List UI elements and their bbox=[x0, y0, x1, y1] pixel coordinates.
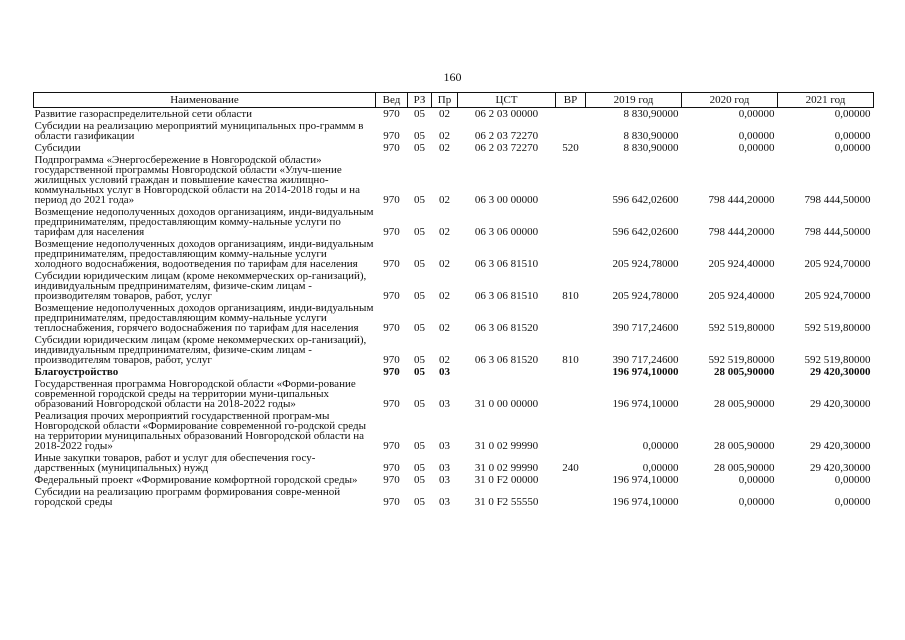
header-name: Наименование bbox=[34, 93, 376, 108]
table-row bbox=[34, 410, 874, 452]
cell-2020: 0,00000 bbox=[738, 496, 775, 508]
table-row bbox=[34, 238, 874, 270]
cell-name: Субсидии юридическим лицам (кроме некоммерческих ор-ганизаций), индивидуальным предпринимателям, физиче-ским лицам - производителям товаров, работ, услуг bbox=[34, 334, 367, 366]
page-number: 160 bbox=[443, 70, 462, 84]
header-2020: 2020 год bbox=[682, 93, 778, 108]
header-2021: 2021 год bbox=[778, 93, 874, 108]
cell-name: Развитие газораспределительной сети области bbox=[34, 108, 253, 120]
cell-ved: 970 bbox=[383, 462, 400, 474]
table-row bbox=[34, 120, 874, 142]
cell-2021: 592 519,80000 bbox=[804, 354, 871, 366]
cell-cst: 06 3 06 81510 bbox=[474, 290, 539, 302]
cell-vr bbox=[556, 474, 586, 486]
cell-rz: 05 bbox=[414, 496, 425, 508]
cell-pr: 03 bbox=[439, 440, 450, 452]
cell-ved: 970 bbox=[383, 258, 400, 270]
cell-2019: 8 830,90000 bbox=[623, 142, 679, 154]
cell-vr bbox=[556, 378, 586, 410]
cell-2019: 390 717,24600 bbox=[612, 354, 679, 366]
header-ved: Вед bbox=[376, 93, 408, 108]
cell-2020: 0,00000 bbox=[738, 474, 775, 486]
cell-name: Субсидии юридическим лицам (кроме некоммерческих ор-ганизаций), индивидуальным предпринимателям, физиче-ским лицам - производителям товаров, работ, услуг bbox=[34, 270, 367, 302]
cell-cst: 31 0 F2 00000 bbox=[474, 474, 539, 486]
cell-2021: 798 444,50000 bbox=[804, 194, 871, 206]
cell-cst: 06 3 06 81520 bbox=[474, 354, 539, 366]
cell-vr bbox=[556, 154, 586, 206]
cell-pr: 02 bbox=[439, 108, 450, 120]
cell-2020: 798 444,20000 bbox=[708, 226, 775, 238]
cell-cst: 31 0 02 99990 bbox=[474, 440, 539, 452]
table-row bbox=[34, 334, 874, 366]
header-rz: РЗ bbox=[408, 93, 432, 108]
table-row bbox=[34, 474, 874, 486]
cell-name: Возмещение недополученных доходов организациям, инди-видуальным предпринимателям, предоставляющим комму-нальные услуги по тарифам для населения bbox=[34, 206, 374, 238]
cell-rz: 05 bbox=[414, 194, 425, 206]
table-row bbox=[34, 142, 874, 154]
cell-vr: 810 bbox=[562, 290, 579, 302]
cell-rz: 05 bbox=[414, 226, 425, 238]
cell-vr: 520 bbox=[562, 142, 579, 154]
cell-2020: 0,00000 bbox=[738, 130, 775, 142]
cell-ved: 970 bbox=[383, 322, 400, 334]
cell-2021: 0,00000 bbox=[834, 474, 871, 486]
cell-name: Возмещение недополученных доходов организациям, инди-видуальным предпринимателям, предоставляющим комму-нальные услуги холодного водоснабжения, водоотведения по тарифам для населения bbox=[34, 238, 374, 270]
cell-ved: 970 bbox=[383, 366, 400, 378]
cell-2020: 205 924,40000 bbox=[708, 290, 775, 302]
cell-2019: 205 924,78000 bbox=[612, 290, 679, 302]
table-row bbox=[34, 108, 874, 121]
header-pr: Пр bbox=[432, 93, 458, 108]
cell-2021: 0,00000 bbox=[834, 108, 871, 120]
cell-ved: 970 bbox=[383, 108, 400, 120]
table-row bbox=[34, 206, 874, 238]
cell-pr: 03 bbox=[439, 398, 450, 410]
cell-2019: 196 974,10000 bbox=[612, 496, 679, 508]
cell-2020: 205 924,40000 bbox=[708, 258, 775, 270]
cell-vr bbox=[556, 366, 586, 378]
cell-cst: 06 3 06 81520 bbox=[474, 322, 539, 334]
cell-2021: 29 420,30000 bbox=[810, 462, 871, 474]
cell-rz: 05 bbox=[414, 108, 425, 120]
cell-2019: 596 642,02600 bbox=[612, 194, 679, 206]
table-row bbox=[34, 154, 874, 206]
cell-name: Субсидии на реализацию мероприятий муниципальных про-граммм в области газификации bbox=[34, 120, 364, 142]
cell-rz: 05 bbox=[414, 290, 425, 302]
cell-2020: 0,00000 bbox=[738, 108, 775, 120]
table-row bbox=[34, 302, 874, 334]
cell-2019: 196 974,10000 bbox=[612, 474, 679, 486]
cell-2020: 28 005,90000 bbox=[714, 440, 775, 452]
cell-2020: 798 444,20000 bbox=[708, 194, 775, 206]
cell-ved: 970 bbox=[383, 226, 400, 238]
cell-name: Субсидии на реализацию программ формирования совре-менной городской среды bbox=[34, 486, 341, 508]
cell-cst: 06 3 06 00000 bbox=[474, 226, 539, 238]
cell-name: Иные закупки товаров, работ и услуг для обеспечения госу-дарственных (муниципальных) нужд bbox=[34, 452, 316, 474]
cell-2020: 28 005,90000 bbox=[714, 366, 775, 378]
cell-cst: 06 3 00 00000 bbox=[474, 194, 539, 206]
cell-pr: 02 bbox=[439, 322, 450, 334]
cell-name: Субсидии bbox=[34, 142, 81, 154]
cell-2019: 8 830,90000 bbox=[623, 108, 679, 120]
cell-pr: 02 bbox=[439, 226, 450, 238]
cell-pr: 03 bbox=[439, 366, 450, 378]
cell-cst: 31 0 00 00000 bbox=[474, 398, 539, 410]
cell-pr: 02 bbox=[439, 258, 450, 270]
cell-cst bbox=[458, 366, 556, 378]
cell-2021: 0,00000 bbox=[834, 142, 871, 154]
cell-vr: 810 bbox=[562, 354, 579, 366]
cell-cst: 31 0 02 99990 bbox=[474, 462, 539, 474]
cell-name: Возмещение недополученных доходов организациям, инди-видуальным предпринимателям, предоставляющим комму-нальные услуги теплоснабжения, горячего водоснабжения по тарифам для населения bbox=[34, 302, 374, 334]
cell-2021: 0,00000 bbox=[834, 130, 871, 142]
cell-2021: 205 924,70000 bbox=[804, 290, 871, 302]
cell-vr bbox=[556, 238, 586, 270]
cell-cst: 06 2 03 72270 bbox=[474, 130, 539, 142]
cell-2020: 592 519,80000 bbox=[708, 354, 775, 366]
cell-vr bbox=[556, 302, 586, 334]
cell-2019: 0,00000 bbox=[642, 462, 679, 474]
cell-ved: 970 bbox=[383, 194, 400, 206]
cell-rz: 05 bbox=[414, 142, 425, 154]
cell-pr: 02 bbox=[439, 290, 450, 302]
cell-2020: 0,00000 bbox=[738, 142, 775, 154]
cell-ved: 970 bbox=[383, 290, 400, 302]
cell-name: Государственная программа Новгородской области «Форми-рование современной городской среды на территории муни-ципальных образований Новгородской области на 2018-2022 годы» bbox=[34, 378, 356, 410]
cell-vr bbox=[556, 120, 586, 142]
cell-pr: 02 bbox=[439, 194, 450, 206]
cell-pr: 02 bbox=[439, 354, 450, 366]
cell-2021: 29 420,30000 bbox=[810, 440, 871, 452]
cell-ved: 970 bbox=[383, 130, 400, 142]
cell-2020: 592 519,80000 bbox=[708, 322, 775, 334]
cell-vr bbox=[556, 410, 586, 452]
table-row bbox=[34, 366, 874, 378]
cell-rz: 05 bbox=[414, 462, 425, 474]
cell-2020: 28 005,90000 bbox=[714, 398, 775, 410]
cell-vr: 240 bbox=[562, 462, 579, 474]
cell-2021: 592 519,80000 bbox=[804, 322, 871, 334]
table-row bbox=[34, 452, 874, 474]
cell-2021: 798 444,50000 bbox=[804, 226, 871, 238]
cell-rz: 05 bbox=[414, 398, 425, 410]
cell-rz: 05 bbox=[414, 440, 425, 452]
cell-2021: 29 420,30000 bbox=[810, 366, 871, 378]
cell-pr: 03 bbox=[439, 496, 450, 508]
cell-pr: 03 bbox=[439, 474, 450, 486]
cell-cst: 06 2 03 00000 bbox=[474, 108, 539, 120]
cell-name: Благоустройство bbox=[34, 366, 119, 378]
cell-cst: 06 2 03 72270 bbox=[474, 142, 539, 154]
cell-ved: 970 bbox=[383, 354, 400, 366]
cell-rz: 05 bbox=[414, 258, 425, 270]
cell-rz: 05 bbox=[414, 366, 425, 378]
cell-name: Федеральный проект «Формирование комфортной городской среды» bbox=[34, 474, 358, 486]
cell-2020: 28 005,90000 bbox=[714, 462, 775, 474]
cell-2021: 0,00000 bbox=[834, 496, 871, 508]
cell-rz: 05 bbox=[414, 354, 425, 366]
cell-ved: 970 bbox=[383, 398, 400, 410]
cell-2019: 205 924,78000 bbox=[612, 258, 679, 270]
cell-cst: 31 0 F2 55550 bbox=[474, 496, 539, 508]
cell-2021: 29 420,30000 bbox=[810, 398, 871, 410]
table-row bbox=[34, 378, 874, 410]
table-row bbox=[34, 486, 874, 508]
cell-name: Подпрограмма «Энергосбережение в Новгородской области» государственной программы Новгородской области «Улуч-шение жилищных условий граждан и повышение качества жилищно-коммунальных услуг в Новгородской области на 2014-2018 годы и на период до 2021 года» bbox=[34, 154, 360, 206]
cell-name: Реализация прочих мероприятий государственной програм-мы Новгородской области «Формирование современной го-родской среды на территории муниципальных образований Новгородской области на 2018-2022 годы» bbox=[34, 410, 366, 452]
cell-pr: 02 bbox=[439, 130, 450, 142]
cell-2019: 196 974,10000 bbox=[612, 398, 679, 410]
header-cst: ЦСТ bbox=[458, 93, 556, 108]
cell-ved: 970 bbox=[383, 142, 400, 154]
cell-2021: 205 924,70000 bbox=[804, 258, 871, 270]
cell-ved: 970 bbox=[383, 496, 400, 508]
header-2019: 2019 год bbox=[586, 93, 682, 108]
cell-rz: 05 bbox=[414, 130, 425, 142]
cell-ved: 970 bbox=[383, 474, 400, 486]
cell-2019: 0,00000 bbox=[642, 440, 679, 452]
cell-vr bbox=[556, 108, 586, 121]
cell-2019: 596 642,02600 bbox=[612, 226, 679, 238]
cell-cst: 06 3 06 81510 bbox=[474, 258, 539, 270]
table-header-row bbox=[34, 93, 874, 108]
table-row bbox=[34, 270, 874, 302]
cell-ved: 970 bbox=[383, 440, 400, 452]
header-vr: ВР bbox=[556, 93, 586, 108]
cell-2019: 196 974,10000 bbox=[612, 366, 679, 378]
cell-2019: 8 830,90000 bbox=[623, 130, 679, 142]
cell-rz: 05 bbox=[414, 474, 425, 486]
cell-pr: 03 bbox=[439, 462, 450, 474]
cell-vr bbox=[556, 206, 586, 238]
cell-rz: 05 bbox=[414, 322, 425, 334]
cell-vr bbox=[556, 486, 586, 508]
cell-2019: 390 717,24600 bbox=[612, 322, 679, 334]
cell-pr: 02 bbox=[439, 142, 450, 154]
budget-table bbox=[33, 92, 874, 508]
